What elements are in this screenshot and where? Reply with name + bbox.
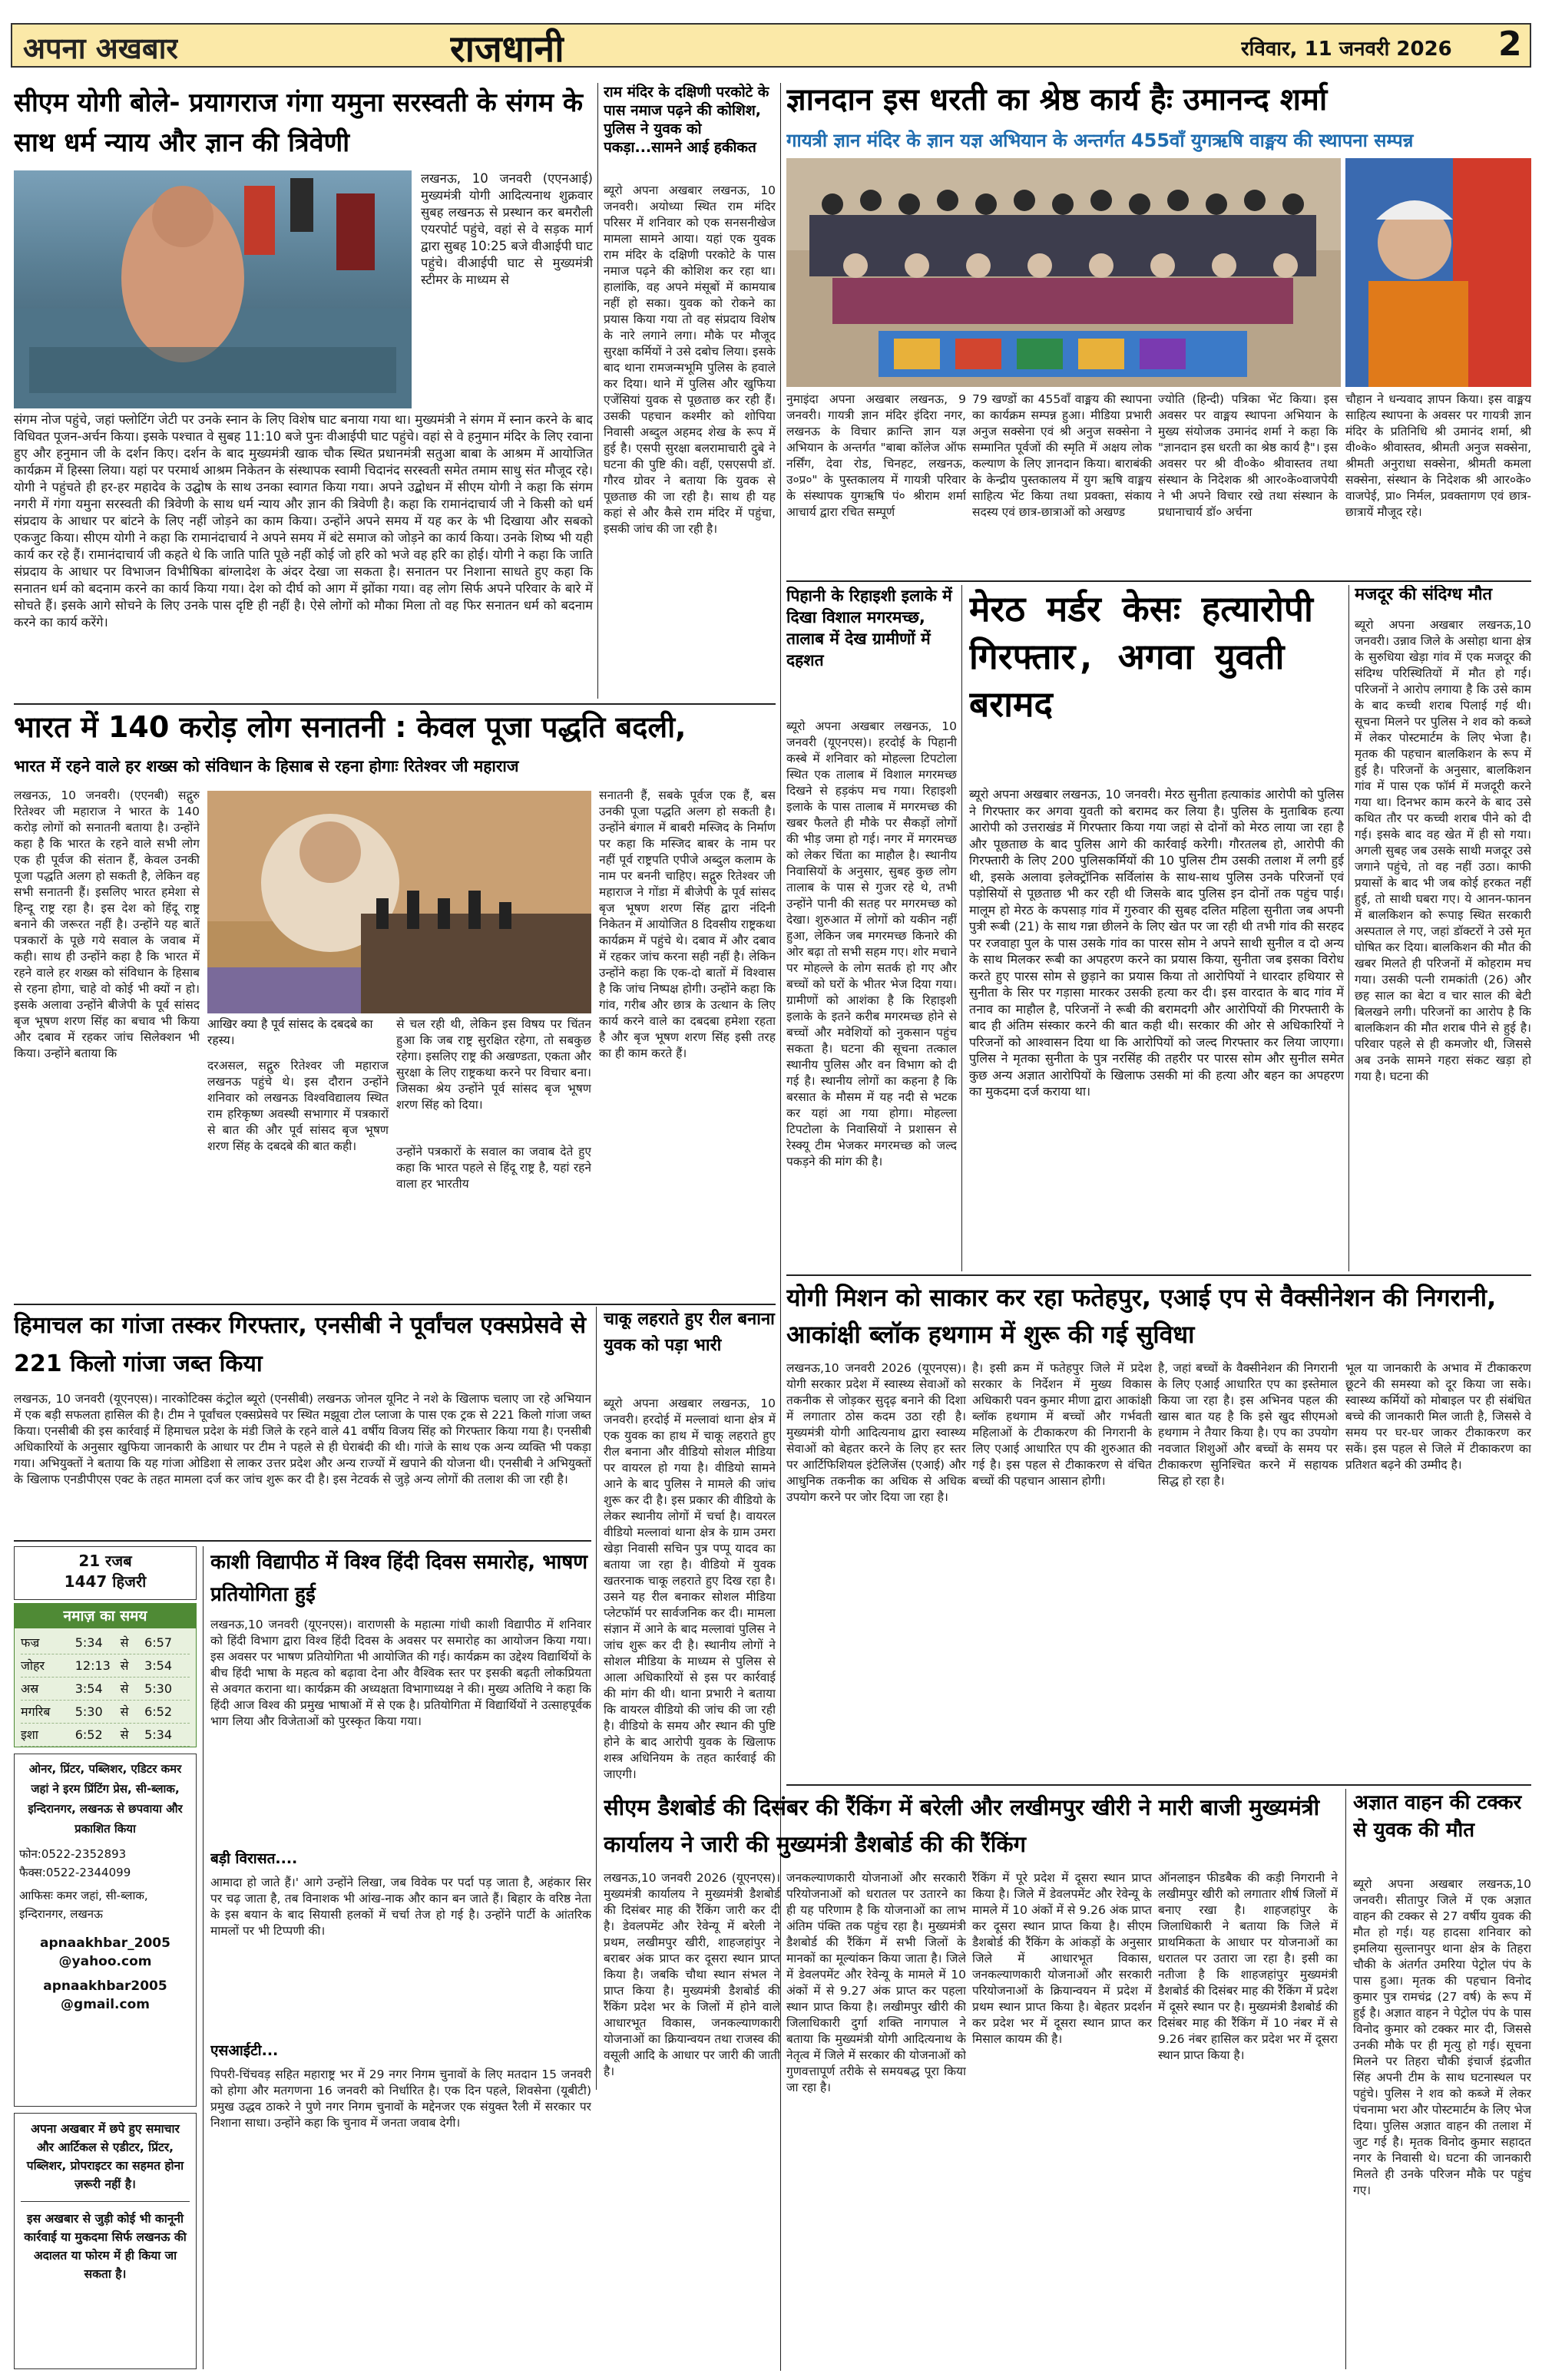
a3-headline: ज्ञानदान इस धरती का श्रेष्ठ कार्य हैः उमानन्द शर्मा <box>786 82 1328 117</box>
a8-headline: चाकू लहराते हुए रील बनाना युवक को पड़ा भारी <box>604 1310 775 1355</box>
divider <box>1348 585 1349 1271</box>
hijri-day: 21 रजब <box>78 1552 132 1570</box>
divider <box>786 580 1531 582</box>
a10-col1: लखनऊ,10 जनवरी 2026 (यूएनएस)। योगी सरकार प्रदेश में स्वास्थ्य सेवाओं को तकनीक से जोड़कर सुदृढ़ बनाने की दिशा में लगातार ठोस कदम उठा रही है। मुख्यमंत्री योगी आदित्यनाथ द्वारा स्वास्थ्य सेवाओं को बेहतर करने के लिए हर स्तर पर आर्टिफिशियल इंटेलिजेंस (एआई) और आधुनिक तकनीक का अधिक से अधिक उपयोग करने पर जोर दिया जा रहा है। <box>786 1361 966 1504</box>
a12-col3: रैंकिंग में पूरे प्रदेश में दूसरा स्थान प्राप्त किया है। जिले में डेवलपमेंट और रेवेन्यू के मामले में 10 अंकों में से 9.26 अंक प्राप्त कर दूसरा स्थान प्राप्त किया है। सीएम डैशबोर्ड की रैंकिंग के आंकड़ों के अनुसार जिले में आधारभूत विकास, जनकल्याणकारी योजनाओं और सरकारी परियोजनाओं के क्रियान्वयन में प्रदेश में प्रथम स्थान प्राप्त किया है। बेहतर प्रदर्शन कर प्रदेश भर में दूसरा स्थान प्राप्त कर मिसाल कायम की है। <box>972 1871 1152 2046</box>
divider <box>14 1540 591 1542</box>
divider <box>1345 1789 1346 2369</box>
namaz-row <box>21 1701 190 1724</box>
a4-headline: पिहानी के रिहाइशी इलाके में दिखा विशाल मगरमच्छ, तालाब में देख ग्रामीणों में दहशत <box>786 587 952 669</box>
date-line: रविवार, 11 जनवरी 2026 <box>1241 38 1452 61</box>
namaz-from: 5:34 <box>74 1635 103 1650</box>
namaz-row <box>21 1654 190 1678</box>
namaz-to: 6:57 <box>144 1635 172 1650</box>
a13-body: ब्यूरो अपना अखबार लखनऊ,10 जनवरी। सीतापुर जिले में एक अज्ञात वाहन की टक्कर से 27 वर्षीय युवक की मौत हो गई। यह हादसा शनिवार को इमलिया सुल्तानपुर थाना क्षेत्र के तिहरा चौकी के अंतर्गत उमरिया पेट्रोल पंप के पास हुआ। मृतक की पहचान विनोद कुमार पुत्र रामचंद्र (27 वर्ष) के रूप में हुई है। अज्ञात वाहन ने पेट्रोल पंप के पास विनोद कुमार को टक्कर मार दी, जिससे उनकी मौके पर ही मृत्यु हो गई। सूचना मिलने पर तिहरा चौकी इंचार्ज इंद्रजीत सिंह अपनी टीम के साथ घटनास्थल पर पहुंचे। पुलिस ने शव को कब्जे में लेकर पंचनामा भरा और पोस्टमार्टम के लिए भेज दिया। पुलिस अज्ञात वाहन की तलाश में जुट गई है। मृतक विनोद कुमार सहादत नगर के निवासी थे। घटना की जानकारी मिलते ही उनके परिजन मौके पर पहुंच गए। <box>1353 1877 1531 2197</box>
a3-subheadline: गायत्री ज्ञान मंदिर के ज्ञान यज्ञ अभियान के अन्तर्गत 455वाँ युगऋषि वाङ्मय की स्थापना सम्पन्न <box>786 130 1414 151</box>
a3-col1: नुमाइंदा अपना अखबार लखनऊ, 9 जनवरी। गायत्री ज्ञान मंदिर इंदिरा नगर, लखनऊ के विचार क्रान्ति ज्ञान यज्ञ अभियान के अन्तर्गत "बाबा कॉलेज ऑफ नर्सिंग, देवा रोड, चिनहट, लखनऊ, उ०प्र०" के पुस्तकालय में गायत्री परिवार के संस्थापक युगऋषि पं० श्रीराम शर्मा आचार्य द्वारा रचित सम्पूर्ण <box>786 392 966 519</box>
a11-body: लखनऊ,10 जनवरी (यूएनएस)। वाराणसी के महात्मा गांधी काशी विद्यापीठ में शनिवार को हिंदी विभाग द्वारा विश्व हिंदी दिवस के अवसर पर समारोह का आयोजन किया गया। इस अवसर पर भाषण प्रतियोगिता भी आयोजित की गई। कार्यक्रम का उद्देश्य विद्यार्थियों के बीच हिंदी भाषा के महत्व को बढ़ावा देना और वैश्विक स्तर पर इसकी बढ़ती लोकप्रियता से अवगत कराना था। कार्यक्रम की अध्यक्षता विभागाध्यक्ष ने की। मुख्य अतिथि ने कहा कि हिंदी आज विश्व की प्रमुख भाषाओं में से एक है। प्रतियोगिता में विद्यार्थियों ने उत्साहपूर्वक भाग लिया और विजेताओं को पुरस्कृत किया गया। <box>210 1618 591 1728</box>
a2-headline: राम मंदिर के दक्षिणी परकोटे के पास नमाज पढ़ने की कोशिश, पुलिस ने युवक को पकड़ा...सामने आई हकीकत <box>604 84 769 156</box>
imprint-text: ओनर, प्रिंटर, पब्लिशर, एडिटर कमर जहां ने इरम प्रिंटिंग प्रेस, सी-ब्लाक, इन्दिरानगर, लखनऊ से छपवाया और प्रकाशित किया <box>28 1762 183 1836</box>
email-yahoo-user: apnaakhbar_2005 <box>40 1935 170 1951</box>
namaz-row <box>21 1724 190 1747</box>
a1-headline: सीएम योगी बोले- प्रयागराज गंगा यमुना सरस्वती के संगम के साथ धर्म न्याय और ज्ञान की त्रिवेणी <box>14 88 583 158</box>
hijri-box <box>14 1546 197 1600</box>
namaz-name: अस्र <box>21 1681 39 1696</box>
namaz-from: 5:30 <box>74 1704 103 1719</box>
hijri-year: 1447 हिजरी <box>64 1572 147 1591</box>
a7-photo <box>207 791 591 1013</box>
fax: फैक्स:0522-2344099 <box>19 1866 131 1879</box>
phone: फोन:0522-2352893 <box>19 1847 127 1861</box>
a12-col4: ऑनलाइन फीडबैक की कड़ी निगरानी ने लखीमपुर खीरी को लगातार शीर्ष जिलों में बनाए रखा है। शाहजहांपुर के जिलाधिकारी ने बताया कि जिले में प्राथमिकता के आधार पर योजनाओं का धरातल पर उतारा जा रहा है। इसी का नतीजा है कि शाहजहांपुर मुख्यमंत्री डैशबोर्ड की दिसंबर माह की रैंकिंग में प्रदेश में दूसरे स्थान पर है। मुख्यमंत्री डैशबोर्ड की दिसंबर माह की रैंकिंग में 10 नंबर में से 9.26 नंबर हासिल कर प्रदेश भर में दूसरा स्थान प्राप्त किया है। <box>1158 1871 1338 2062</box>
portrait-icon <box>1345 158 1531 387</box>
namaz-name: मगरिब <box>21 1704 51 1719</box>
namaz-to: 5:34 <box>144 1727 172 1742</box>
a7-caption: आखिर क्या है पूर्व सांसद के दबदबे का रहस्य। <box>207 1017 373 1047</box>
namaz-title: नमाज़ का समय <box>15 1604 196 1628</box>
a1-side-text: लखनऊ, 10 जनवरी (एएनआई) मुख्यमंत्री योगी आदित्यनाथ शुक्रवार सुबह लखनऊ से प्रस्थान कर बमरौली एयरपोर्ट पहुंचे, वहां से वे सड़क मार्ग द्वारा सुबह 10:25 बजे वीआईपी घाट पहुंचे। वीआईपी घाट से मुख्यमंत्री स्टीमर के माध्यम से <box>421 171 593 287</box>
namaz-sep: से <box>120 1704 129 1719</box>
email-yahoo-domain: @yahoo.com <box>58 1954 152 1969</box>
a12-col1: लखनऊ,10 जनवरी 2026 (यूएनएस)। मुख्यमंत्री कार्यालय ने मुख्यमंत्री डैशबोर्ड की दिसंबर माह की रैंकिंग जारी कर दी है। डेवलपमेंट और रेवेन्यू में बरेली ने प्रथम, लखीमपुर खीरी, शाहजहांपुर ने बराबर अंक प्राप्त कर दूसरा स्थान प्राप्त किया है। जबकि चौथा स्थान संभल ने प्राप्त किया है। मुख्यमंत्री डैशबोर्ड की रैंकिंग प्रदेश भर के जिलों में होने वाले आधारभूत विकास, जनकल्याणकारी योजनाओं का क्रियान्वयन तथा राजस्व की वसूली आदि के आधार पर जारी की जाती है। <box>604 1871 780 2078</box>
a6-body: ब्यूरो अपना अखबार लखनऊ,10 जनवरी। उन्नाव जिले के असोहा थाना क्षेत्र के सुरुधिया खेड़ा गांव में एक मजदूर की संदिग्ध परिस्थितियों में मौत हो गई। परिजनों ने आरोप लगाया है कि उसे काम के बाद कच्ची शराब पिलाई गई थी। सूचना मिलने पर पुलिस ने शव को कब्जे में लेकर पोस्टमार्टम के लिए भेजा है। मृतक की पहचान बालकिशन के रूप में हुई है। परिजनों के अनुसार, बालकिशन गांव में पास एक फॉर्म में मजदूरी करने गया था। दिनभर काम करने के बाद उसे कथित तौर पर कच्ची शराब पीने को दी गई। इसके बाद वह खेत में ही सो गया। अगली सुबह जब उसके साथी मजदूर उसे जगाने पहुंचे, तो वह नहीं उठा। काफी प्रयासों के बाद भी जब कोई हरकत नहीं हुई, तो साथी घबरा गए। ये आनन-फानन में बालकिशन को रूपाइ स्थित सरकारी अस्पताल ले गए, जहां डॉक्टरों ने उसे मृत घोषित कर दिया। बालकिशन की मौत की खबर मिलते ही परिजनों में कोहराम मच गया। उसकी पत्नी रामकांती (26) और छह साल का बेटा व चार साल की बेटी बिलखने लगी। परिजनों का आरोप है कि बालकिशन की मौत शराब पीने से हुई है। परिवार पहले से ही कमजोर थी, जिससे अब उनके सामने गहरा संकट खड़ा हो गया है। घटना की <box>1355 618 1531 1083</box>
email-gmail-domain: @gmail.com <box>61 1997 150 2012</box>
section-name: राजधानी <box>450 28 564 68</box>
notice-disclaimer: अपना अखबार में छपे हुए समाचार और आर्टिकल से एडीटर, प्रिंटर, पब्लिशर, प्रोपराइटर का सहमत होना ज़रूरी नहीं है। <box>26 2122 184 2191</box>
a13-headline: अज्ञात वाहन की टक्कर से युवक की मौत <box>1353 1791 1522 1842</box>
namaz-from: 12:13 <box>74 1658 111 1673</box>
a11-body3: पिपरी-चिंचवड़ सहित महाराष्ट्र भर में 29 नगर निगम चुनावों के लिए मतदान 15 जनवरी को होगा और मतगणना 16 जनवरी को निर्धारित है। एक दिन पहले, शिवसेना (यूबीटी) प्रमुख उद्धव ठाकरे ने पुणे नगर निगम चुनावों के मद्देनजर एक संयुक्त रैली में सरकार पर निशाना साधा। उन्होंने कहा कि चुनाव में जनता जवाब देगी। <box>210 2068 591 2130</box>
a11-body2: आमादा हो जाते हैं।' आगे उन्होंने लिखा, जब विवेक पर पर्दा पड़ जाता है, अहंकार सिर पर चढ़ जाता है, तब विनाशक भी आंख-नाक और कान बन जाते हैं। बिहार के वरिष्ठ नेता के इस बयान के बाद सियासी हलकों में चर्चा तेज हो गई है। उन्होंने पार्टी के आंतरिक मामलों पर भी टिप्पणी की। <box>210 1876 591 1938</box>
namaz-rows <box>15 1628 196 1747</box>
a12-headline: सीएम डैशबोर्ड की दिसंबर की रैंकिंग में बरेली और लखीमपुर खीरी ने मारी बाजी मुख्यमंत्री कार्यालय ने जारी की मुख्यमंत्री डैशबोर्ड की की रैंकिंग <box>604 1794 1320 1857</box>
a9-body: लखनऊ, 10 जनवरी (यूएनएस)। नारकोटिक्स कंट्रोल ब्यूरो (एनसीबी) लखनऊ जोनल यूनिट ने नशे के खिलाफ चलाए जा रहे अभियान में एक बड़ी सफलता हासिल की है। टीम ने पूर्वांचल एक्सप्रेसवे पर स्थित मझूवा टोल प्लाजा के पास एक ट्रक से 221 किलो गांजा जब्त किया। एनसीबी की इस कार्रवाई में हिमाचल प्रदेश के मंडी जिले के रहने वाले 41 वर्षीय विजय सिंह को गिरफ्तार किया गया है। एनसीबी अधिकारियों के अनुसार खुफिया जानकारी के आधार पर टीम ने पहले से ही घेराबंदी की थी। गांजे के साथ एक अन्य व्यक्ति भी पकड़ा गया। अभियुक्तों ने बताया कि यह गांजा ओडिशा से लाकर उत्तर प्रदेश और अन्य राज्यों में खपाने की योजना थी। एनसीबी ने अभियुक्तों के खिलाफ एनडीपीएस एक्ट के तहत मामला दर्ज कर जांच शुरू कर दी है। इस नेटवर्क से जुड़े अन्य लोगों की तलाश की जा रही है। <box>14 1392 591 1486</box>
namaz-to: 3:54 <box>144 1658 172 1673</box>
namaz-sep: से <box>120 1727 129 1742</box>
email-gmail-user: apnaakhbar2005 <box>43 1978 167 1994</box>
namaz-from: 6:52 <box>74 1727 103 1742</box>
a11-headline: काशी विद्यापीठ में विश्व हिंदी दिवस समारोह, भाषण प्रतियोगिता हुई <box>210 1551 588 1606</box>
namaz-sep: से <box>120 1681 129 1696</box>
a3-photo-group <box>786 158 1341 387</box>
a1-body: संगम नोज पहुंचे, जहां फ्लोटिंग जेटी पर उनके स्नान के लिए विशेष घाट बनाया गया था। मुख्यमंत्री ने संगम में स्नान करने के बाद विधिवत पूजन-अर्चन किया। इसके पश्चात वे सुबह 11:10 बजे पुनः वीआईपी घाट पहुंचे। वहां से वे हनुमान मंदिर के लिए रवाना हुए और हनुमान जी के दर्शन किए। दर्शन के बाद मुख्यमंत्री खाक चौक स्थित प्रधानमंत्री सतुआ बाबा के आश्रम में आयोजित कार्यक्रम में हिस्सा लिया। यहां पर परमार्थ आश्रम निकेतन के संस्थापक स्वामी चिदानंद सरस्वती समेत तमाम साधु संत मौजूद रहे। योगी ने पहुंचते ही हर-हर महादेव के उद्घोष के साथ उनका स्वागत किया गया। अपने उद्बोधन में सीएम योगी ने कहा कि संगम नगरी में गंगा यमुना सरस्वती की त्रिवेणी के साथ धर्म न्याय और ज्ञान की त्रिवेणी है। कहा कि रामानंदाचार्य जी ने किसी को धर्म संप्रदाय के आधार पर बांटने के लिए नहीं जोड़ने का काम किया। उन्होंने अपने समय में यह कर के भी दिखाया और सबको एकजुट किया। सीएम योगी ने कहा कि रामानंदाचार्य ने अपने समय में बंटे समाज को जोड़ने का कार्य किया। उनके शिष्य भी यही कार्य कर रहे हैं। रामानंदाचार्य जी कहते थे कि जाति पाति पूछे नहीं कोई जो हरि को भजे वह हरि का होई। योगी ने कहा कि जाति संप्रदाय के आधार पर विभाजन विभीषिका बांग्लादेश के अंदर देखा जा सकता है। सनातन पर निशाना साधते हुए कहा कि सनातन धर्म को बदनाम करने का कार्य किया गया। देश को दीर्घ को आग में झोंका गया। वह लोग सिर्फ अपने परिवार के बारे में सोचते हैं। इसके आगे सोचने के लिए उनके पास दृष्टि ही नहीं है। ऐसे लोगों को मौका मिला तो वह फिर सनातन धर्म को बदनाम करने का कार्य करेंगे। <box>14 412 593 630</box>
a11-sub: बड़ी विरासत.... <box>210 1850 298 1867</box>
notice-box <box>14 2113 197 2369</box>
a3-col3: ज्योति (हिन्दी) पत्रिका भेंट किया। इस अवसर पर वाङ्मय स्थापना अभियान के मुख्य संयोजक उमानंद शर्मा ने कहा कि "ज्ञानदान इस धरती का श्रेष्ठ कार्य है"। इस अवसर पर श्री वी०के० श्रीवास्तव तथा संस्थान के निदेशक श्री आर०के०वाजपेयी ने भी अपने विचार रखे तथा संस्थान के प्रधानाचार्य डॉ० अर्चना <box>1158 392 1338 519</box>
a8-body: ब्यूरो अपना अखबार लखनऊ, 10 जनवरी। हरदोई में मल्लावां थाना क्षेत्र में एक युवक का हाथ में चाकू लहराते हुए रील बनाना और वीडियो सोशल मीडिया पर वायरल हो गया है। वीडियो सामने आने के बाद पुलिस ने मामले की जांच शुरू कर दी है। इस प्रकार की वीडियो के लेकर स्थानीय लोगों में चर्चा है। वायरल वीडियो मल्लावां थाना क्षेत्र के ग्राम उमरा खेड़ा निवासी सचिन पुत्र पप्पू यादव का बताया जा रहा है। वीडियो में युवक खतरनाक चाकू लहराते हुए दिख रहा है। उसने यह रील बनाकर सोशल मीडिया प्लेटफॉर्म पर सार्वजनिक कर दी। मामला संज्ञान में आने के बाद मल्लावां पुलिस ने जांच शुरू कर दी है। स्थानीय लोगों ने सोशल मीडिया के माध्यम से पुलिस से आला अधिकारियों से इस पर कार्रवाई की मांग की थी। थाना प्रभारी ने बताया कि वायरल वीडियो की जांच की जा रही है। वीडियो के समय और स्थान की पुष्टि होने के बाद आरोपी युवक के खिलाफ शस्त्र अधिनियम के तहत कार्रवाई की जाएगी। <box>604 1397 776 1781</box>
namaz-name: फज्र <box>21 1635 40 1650</box>
namaz-row <box>21 1678 190 1701</box>
namaz-name: इशा <box>21 1727 38 1742</box>
a7-headline: भारत में 140 करोड़ लोग सनातनी : केवल पूजा पद्धति बदली, <box>14 710 687 744</box>
namaz-to: 5:30 <box>144 1681 172 1696</box>
namaz-row <box>21 1631 190 1654</box>
a10-col2: है। इसी क्रम में फतेहपुर जिले में प्रदेश सरकार के निर्देशन में मुख्य विकास अधिकारी पवन कुमार मीणा द्वारा आकांक्षी ब्लॉक हथगाम में बच्चों और गर्भवती महिलाओं के टीकाकरण की निगरानी के लिए एआई आधारित एप की शुरुआत की गई है। इस पहल से टीकाकरण से वंचित बच्चों की पहचान आसान होगी। <box>972 1361 1152 1488</box>
a5-body: ब्यूरो अपना अखबार लखनऊ, 10 जनवरी। मेरठ सुनीता हत्याकांड आरोपी को पुलिस ने गिरफ्तार कर अगवा युवती को बरामद कर लिया है। पुलिस के मुताबिक हत्या आरोपी को उत्तराखंड में गिरफ्तार किया गया जहां से दोनों को मेरठ लाया जा रहा है और पूछताछ के बाद पुलिस आगे की कार्रवाई करेगी। गौरतलब हो, आरोपी की गिरफ्तारी के लिए 200 पुलिसकर्मियों की 10 पुलिस टीम उसकी तलाश में लगी हुई थी, इसके अलावा इलेक्ट्रॉनिक सर्विलांस के साथ-साथ पुलिस उनके परिजनों एवं पड़ोसियों से पूछताछ भी कर रही थी जिसके बाद पुलिस इन दोनों तक पहुंच पाई। मालूम हो मेरठ के कपसाड़ गांव में गुरुवार की सुबह दलित महिला सुनीता जब अपनी पुत्री रूबी (21) के साथ गन्ना छीलने के लिए खेत पर जा रही थी तभी गांव की सरहद पर रजवाहा पुल के पास उसके गांव का पारस सोम ने अपने साथी सुनील व दो अन्य के साथ मिलकर रूबी का अपहरण करने का प्रयास किया, सुनीता जब इसका विरोध करते हुए पारस सोम से छुड़ाने का प्रयास किया तो आरोपियों ने धारदार हथियार से सुनीता के सिर पर गड़ासा मारकर उसकी हत्या कर दी। इस वारदात के बाद गांव में तनाव का माहौल है, परिजनों ने रूबी की बरामदगी और आरोपियों की गिरफ्तारी के बाद ही अंतिम संस्कार करने की बात कही थी। सरकार की ओर से अधिकारियों ने परिजनों को आश्वासन दिया था कि आरोपियों को जल्द गिरफ्तार कर लिया जाएगा। पुलिस ने मृतका सुनीता के पुत्र नरसिंह की तहरीर पर पारस सोम और सुनील समेत कुछ अन्य अज्ञात आरोपियों के खिलाफ उसकी मां की हत्या और बहन का अपहरण का मुकदमा दर्ज कराया था। <box>969 787 1344 1099</box>
masthead <box>11 23 1531 68</box>
a6-headline: मजदूर की संदिग्ध मौत <box>1355 585 1493 604</box>
a5-headline: मेरठ मर्डर केसः हत्यारोपी गिरफ्तार, अगवा युवती बरामद <box>969 588 1313 725</box>
divider <box>14 1304 776 1305</box>
divider <box>203 1546 204 2369</box>
namaz-from: 3:54 <box>74 1681 103 1696</box>
a10-col4: भूल या जानकारी के अभाव में टीकाकरण छूटने की समस्या को दूर किया जा सके। स्वास्थ्य कर्मियों को मोबाइल पर ही संबंधित बच्चे की जानकारी मिल जाती है, जिससे वे समय पर घर-घर जाकर टीकाकरण कर सकें। इस पहल से जिले में टीकाकरण का प्रतिशत बढ़ने की उम्मीद है। <box>1345 1361 1531 1472</box>
namaz-sep: से <box>120 1658 129 1673</box>
a3-col2: 79 खण्डों का 455वाँ वाङ्मय की स्थापना का कार्यक्रम सम्पन्न हुआ। मीडिया प्रभारी अनुज सक्सेना एवं श्री अनुज सक्सेना ने सम्मानित पूर्वजों की स्मृति में अक्षय लोक कल्याण के लिए ज्ञानदान किया। बाराबंकी के केन्द्रीय पुस्तकालय में युग ऋषि वाङ्मय साहित्य भेंट किया तथा प्रवक्ता, संकाय सदस्य एवं छात्र-छात्राओं को अखण्ड <box>972 392 1152 519</box>
namaz-name: जोहर <box>21 1658 45 1673</box>
a12-col2: जनकल्याणकारी योजनाओं और सरकारी परियोजनाओं को धरातल पर उतारने का ही यह परिणाम है कि योजनाओं का लाभ अंतिम पंक्ति तक पहुंच रहा है। मुख्यमंत्री डैशबोर्ड की रैंकिंग में सभी जिलों के मानकों का मूल्यांकन किया जाता है। जिले में डेवलपमेंट और रेवेन्यू के मामले में 10 अंकों में से 9.27 अंक प्राप्त कर पहला स्थान प्राप्त किया है। लखीमपुर खीरी की जिलाधिकारी दुर्गा शक्ति नागपाल ने बताया कि मुख्यमंत्री योगी आदित्यनाथ के नेतृत्व में जिले में सरकार की योजनाओं को गुणवत्तापूर्ण तरीके से समयबद्ध पूरा किया जा रहा है। <box>786 1871 966 2094</box>
page-number: 2 <box>1498 25 1522 64</box>
a10-headline: योगी मिशन को साकार कर रहा फतेहपुर, एआई एप से वैक्सीनेशन की निगरानी, आकांक्षी ब्लॉक हथगाम में शुरू की गई सुविधा <box>786 1283 1497 1349</box>
a3-photo-portrait <box>1345 158 1531 387</box>
a11-sub2: एसआईटी... <box>210 2042 279 2059</box>
namaz-box <box>14 1603 197 1747</box>
a2-body: ब्यूरो अपना अखबार लखनऊ, 10 जनवरी। अयोध्या स्थित राम मंदिर परिसर में शनिवार को एक सनसनीखेज मामला सामने आया। यहां एक युवक राम मंदिर के दक्षिणी परकोटे के पास नमाज पढ़ने की कोशिश कर रहा था। हालांकि, वह अपने मंसूबों में कामयाब नहीं हो सका। युवक को रोकने का प्रयास किया गया तो वह संप्रदाय विशेष के नारे लगाने लगा। मौके पर मौजूद सुरक्षा कर्मियों ने उसे दबोच लिया। इसके बाद थाना रामजन्मभूमि पुलिस के हवाले कर दिया। थाने में पुलिस और खुफिया एजेंसियां युवक से पूछताछ कर रही हैं। उसकी पहचान कश्मीर को शोपिया निवासी अब्दुल अहमद शेख के रूप में हुई है। एसपी सुरक्षा बलरामाचारी दुबे ने घटना की पुष्टि की। वहीं, एसएसपी डॉ. गौरव ग्रोवर ने बताया कि युवक से पूछताछ की जा रही है। साथ ही यह कहां से और कैसे राम मंदिर में पहुंचा, इसकी जांच की जा रही है। <box>604 183 776 536</box>
bathing-figure-icon <box>14 170 412 408</box>
a1-photo <box>14 170 412 408</box>
a7-subheadline: भारत में रहने वाले हर शख्स को संविधान के हिसाब से रहना होगाः रितेश्वर जी महाराज <box>14 757 519 775</box>
paper-name: अपना अखबार <box>23 31 178 65</box>
namaz-to: 6:52 <box>144 1704 172 1719</box>
divider <box>596 1307 597 2090</box>
divider <box>786 1784 1531 1786</box>
group-photo-icon <box>786 158 1341 387</box>
a3-col4: चौहान ने धन्यवाद ज्ञापन किया। इस वाङ्मय साहित्य स्थापना के अवसर पर गायत्री ज्ञान मंदिर के प्रतिनिधि श्री उमानंद शर्मा, श्री वी०के० श्रीवास्तव, श्रीमती अनुज सक्सेना, श्रीमती अनुराधा सक्सेना, श्रीमती कमला सक्सेना, संस्थान के निदेशक श्री आर०के० वाजपेई, प्रा० निर्मल, प्रवक्तागण एवं छात्र-छात्रायें मौजूद रहे। <box>1345 392 1531 519</box>
a9-headline: हिमाचल का गांजा तस्कर गिरफ्तार, एनसीबी ने पूर्वांचल एक्सप्रेसवे से 221 किलो गांजा जब्त किया <box>14 1312 587 1377</box>
a7-col2: सनातनी हैं, सबके पूर्वज एक हैं, बस उनकी पूजा पद्धति अलग हो सकती है। उन्होंने बंगाल में बाबरी मस्जिद के निर्माण पर कहा कि मस्जिद बाबर के नाम पर नहीं पूर्व राष्ट्रपति एपीजे अब्दुल कलाम के नाम पर बननी चाहिए। सद्गुरु रितेश्वर जी महाराज ने गोंडा में बीजेपी के पूर्व सांसद बृज भूषण शरण सिंह द्वारा नंदिनी निकेतन में आयोजित 8 दिवसीय राष्ट्रकथा कार्यक्रम में पहुंचे थे। दबाव में और दबाव में रहकर जांच करना सही नहीं है। लेकिन उन्होंने कहा कि एक-दो बातों में विश्वास है कि जांच निष्पक्ष होगी। उन्होंने कहा कि गांव, गरीब और छात्र के उत्थान के लिए कार्य करने वाले का दबदबा हमेशा रहता है और बृज भूषण शरण सिंह इसी तरह का ही काम करते हैं। <box>599 788 776 1060</box>
divider <box>14 703 776 705</box>
divider <box>961 585 962 1271</box>
a7-b1: दरअसल, सद्गुरु रितेश्वर जी महाराज लखनऊ पहुंचे थे। इस दौरान उन्होंने शनिवार को लखनऊ विश्वविद्यालय स्थित राम हरिकृष्ण अवस्थी सभागार में पत्रकारों से बात की और पूर्व सांसद बृज भूषण शरण सिंह के दबदबे की बात कही। <box>207 1059 389 1153</box>
notice-jurisdiction: इस अखबार से जुड़ी कोई भी कानूनी कार्रवाई या मुकदमा सिर्फ लखनऊ की अदालत या फोरम में ही किया जा सकता है। <box>24 2212 187 2281</box>
imprint-box <box>14 1754 197 2107</box>
divider <box>780 83 781 2371</box>
divider <box>597 83 598 699</box>
a4-body: ब्यूरो अपना अखबार लखनऊ, 10 जनवरी (यूएनएस)। हरदोई के पिहानी कस्बे में शनिवार को मोहल्ला टिपटोला स्थित एक तालाब में विशाल मगरमच्छ दिखने से हड़कंप मच गया। रिहाइशी इलाके के पास तालाब में मगरमच्छ की खबर फैलते ही मौके पर सैकड़ों लोगों की भीड़ जमा हो गई। नगर में मगरमच्छ को लेकर चिंता का माहौल है। स्थानीय निवासियों के अनुसार, सुबह कुछ लोग तालाब के पास से गुजर रहे थे, तभी उन्होंने पानी की सतह पर मगरमच्छ को देखा। शुरुआत में लोगों को यकीन नहीं हुआ, लेकिन जब मगरमच्छ किनारे की ओर बढ़ा तो सभी सहम गए। शोर मचाने पर मोहल्ले के लोग सतर्क हो गए और बच्चों को घरों के भीतर भेज दिया गया। ग्रामीणों को आशंका है कि रिहाइशी इलाके के इतने करीब मगरमच्छ होने से बच्चों और मवेशियों को नुकसान पहुंच सकता है। घटना की सूचना तत्काल स्थानीय पुलिस और वन विभाग को दी गई है। स्थानीय लोगों का कहना है कि बरसात के मौसम में यह नदी से भटक कर यहां आ गया होगा। मोहल्ला टिपटोला के निवासियों ने प्रशासन से रेस्क्यू टीम भेजकर मगरमच्छ को जल्द पकड़ने की मांग की है। <box>786 719 957 1169</box>
divider <box>786 1274 1531 1276</box>
a7-b3: उन्होंने पत्रकारों के सवाल का जवाब देते हुए कहा कि भारत पहले से हिंदू राष्ट्र है, यहां रहने वाला हर भारतीय <box>396 1145 591 1191</box>
namaz-sep: से <box>120 1635 129 1650</box>
a7-col1: लखनऊ, 10 जनवरी। (एएनबी) सद्गुरु रितेश्वर जी महाराज ने भारत के 140 करोड़ लोगों को सनातनी बताया है। उन्होंने कहा है कि भारत के रहने वाले सभी लोग एक ही पूर्वज की संतान हैं, केवल उनकी पूजा पद्धति अलग हो सकती है, लेकिन वह सभी सनातनी हैं। इसलिए भारत हमेशा से हिन्दू राष्ट्र रहा है। इस देश को हिंदू राष्ट्र बनाने की जरूरत नहीं है। उन्होंने यह बातें पत्रकारों के पूछे गये सवाल के जवाब में कही। साथ ही उन्होंने कहा है कि भारत में रहने वाले हर शख्स को संविधान के हिसाब से रहना होगा, चाहे वो कोई भी क्यों न हो। इसके अलावा उन्होंने बीजेपी के पूर्व सांसद बृज भूषण शरण सिंह का बचाव भी किया और दबाव में रहकर जांच सिलेक्शन भी किया। उन्होंने बताया कि <box>14 788 200 1060</box>
press-conference-icon <box>207 791 591 1013</box>
office-address: आफिसः कमर जहां, सी-ब्लाक, इन्दिरानगर, लखनऊ <box>19 1889 148 1921</box>
a7-b2: से चल रही थी, लेकिन इस विषय पर चिंतन हुआ कि जब राष्ट्र सुरक्षित रहेगा, तो सबकुछ रहेगा। इसलिए राष्ट्र की अखण्डता, एकता और सुरक्षा के लिए राष्ट्रकथा करने पर विचार बना। जिसका श्रेय उन्होंने पूर्व सांसद बृज भूषण शरण सिंह को दिया। <box>396 1017 591 1112</box>
a10-col3: है, जहां बच्चों के वैक्सीनेशन की निगरानी के लिए एआई आधारित एप का इस्तेमाल किया जा रहा है। इस अभिनव पहल की खास बात यह है कि इसे खुद सीएमओ हथगाम ने तैयार किया है। एप का उपयोग नवजात शिशुओं और बच्चों के समय पर टीकाकरण सुनिश्चित करने में सहायक सिद्ध हो रहा है। <box>1158 1361 1338 1488</box>
